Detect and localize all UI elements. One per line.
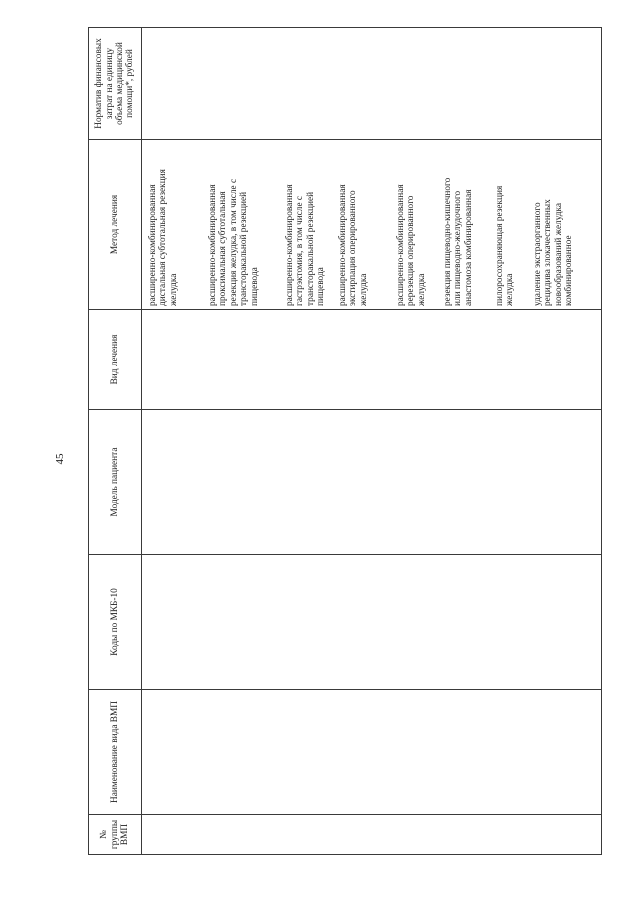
method-item: расширенно-комбинированная экстирпация оперированного желудка <box>338 184 369 306</box>
rotated-table-wrapper <box>88 28 600 855</box>
header-group-number: № группы ВМП <box>89 815 142 855</box>
rotated-table <box>88 28 600 855</box>
table-row <box>142 28 602 855</box>
method-item: расширенно-комбинированная гастрэктомия, в том числе с трансторакальной резекцией пищевода <box>285 184 327 306</box>
header-icd-codes: Коды по МКБ-10 <box>89 555 142 690</box>
page-number: 45 <box>54 453 66 465</box>
cell-group-number <box>142 815 602 855</box>
cell-treatment-type <box>142 310 602 410</box>
table-header-row <box>89 28 142 855</box>
header-financial-norm: Норматив финансовых затрат на единицу объема медицинской помощи*, рублей <box>89 28 142 140</box>
header-treatment-method: Метод лечения <box>89 140 142 310</box>
cell-patient-model <box>142 410 602 555</box>
vmp-table <box>88 27 602 855</box>
header-treatment-type: Вид лечения <box>89 310 142 410</box>
method-item: расширенно-комбинированная проксимальная субтотальная резекция желудка, в том числе с трансторакальной резекцией пищевода <box>208 178 260 306</box>
method-item: расширенно-комбинированная дистальная субтотальная резекция желудка <box>148 169 179 306</box>
method-item: резекция пищеводно-кишечного или пищеводно-желудочного анастомоза комбинированная <box>443 177 474 306</box>
cell-financial-norm <box>142 28 602 140</box>
cell-icd-codes <box>142 555 602 690</box>
header-patient-model: Модель пациента <box>89 410 142 555</box>
cell-treatment-methods <box>142 140 602 310</box>
method-item: удаление экстраорганного рецидива злокачественных новообразований желудка комбинированное <box>533 199 575 306</box>
method-item: пилоросохраняющая резекция желудка <box>495 185 516 306</box>
method-item: расширенно-комбинированная ререзекция оперированного желудка <box>396 184 427 306</box>
header-vmp-name: Наименование вида ВМП <box>89 690 142 815</box>
cell-vmp-name <box>142 690 602 815</box>
